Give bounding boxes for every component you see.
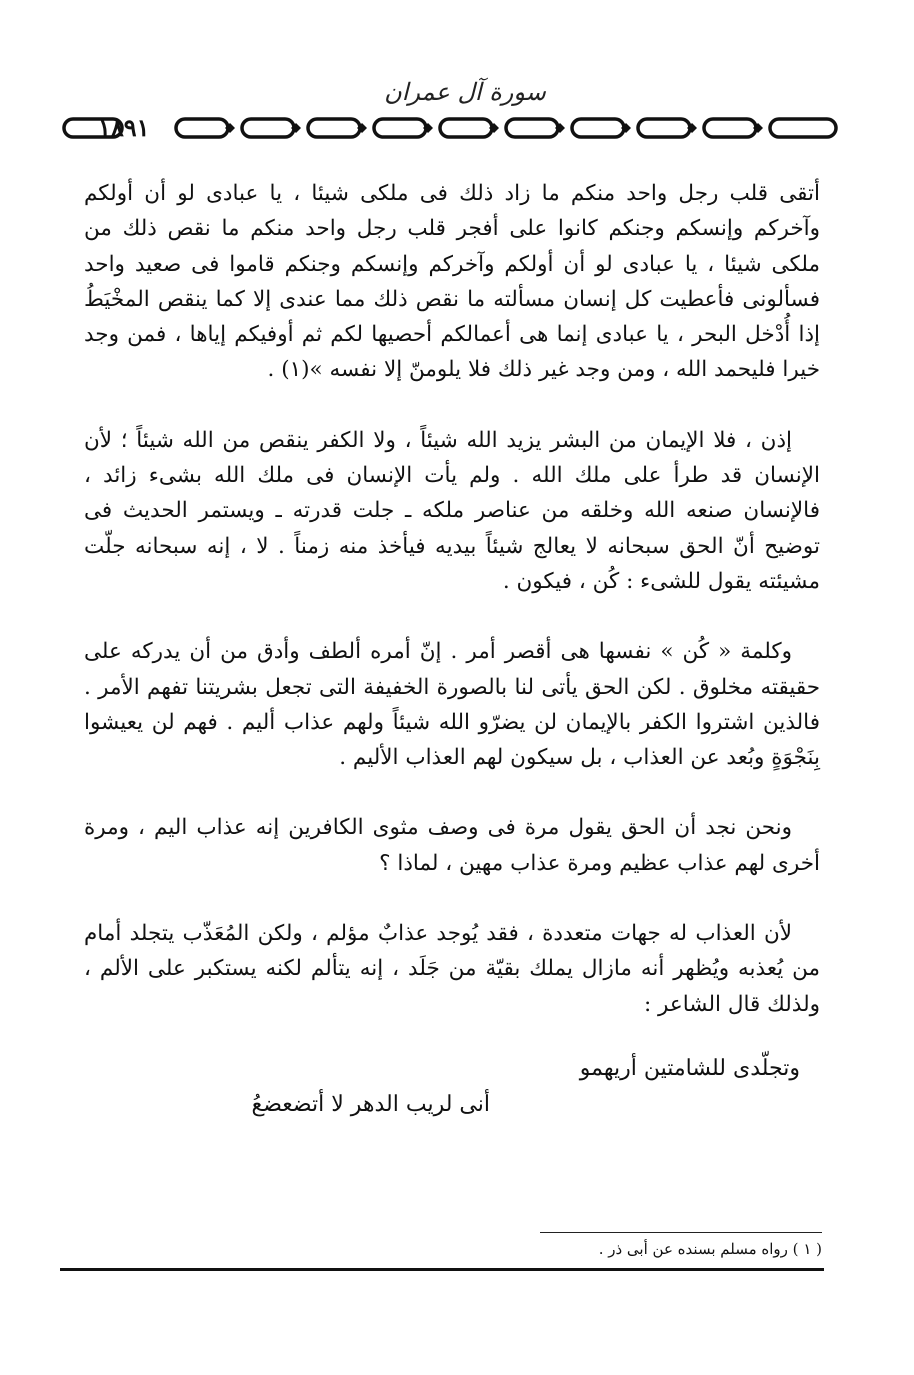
page-number: ١٨٩١: [98, 113, 150, 142]
main-text: [84, 176, 820, 1136]
paragraph-5: لأن العذاب له جهات متعددة ، فقد يُوجد عذابٌ مؤلم ، ولكن المُعَذّب يتجلد أمام من يُعذبه ويُظهر أنه مازال يملك بقيّة من جَلَد ، إنه يتألم لكنه يستكبر على الألم ، ولذلك قال الشاعر :: [84, 921, 820, 1017]
verse-line-2-text: أنى لريب الدهر لا أتضعضعُ: [251, 1091, 490, 1117]
surah-title: سورة آل عمران: [384, 78, 546, 106]
paragraph-3: وكلمة « كُن » نفسها هى أقصر أمر . إنّ أمره ألطف وأدق من أن يدركه على حقيقته مخلوق . لكن الحق يأتى لنا بالصورة الخفيفة التى تجعل بشريتنا تفهم الأمر . فالذين اشتروا الكفر بالإيمان لن يضرّو الله شيئاً ولهم عذاب أليم . فهم لن يعيشوا بِنَجْوَةٍ وبُعد عن العذاب ، بل سيكون لهم العذاب الأليم .: [84, 639, 820, 771]
footnote-separator: [540, 1232, 822, 1233]
footnote: ( ١ ) رواه مسلم بسنده عن أبى ذر .: [598, 1240, 822, 1258]
poetry-verse: [84, 1056, 820, 1136]
footer-rule: [60, 1268, 824, 1271]
paragraph-2: إذن ، فلا الإيمان من البشر يزيد الله شيئاً ، ولا الكفر ينقص من الله شيئاً ؛ لأن الإنسان قد طرأ على ملك الله . ولم يأت الإنسان فى ملك الله بشىء زائد ، فالإنسان صنعه الله وخلقه من عناصر ملكه ـ جلت قدرته ـ ويستمر الحديث فى توضيح أنّ الحق سبحانه لا يعالج شيئاً بيديه فيأخذ منه زمناً . لا ، إنه سبحانه جلّت مشيئته يقول للشىء : كُن ، فيكون .: [84, 427, 820, 594]
paragraph-4: ونحن نجد أن الحق يقول مرة فى وصف مثوى الكافرين إنه عذاب اليم ، ومرة أخرى لهم عذاب عظيم ومرة عذاب مهين ، لماذا ؟: [84, 815, 820, 876]
verse-line-1-text: وتجلّدى للشامتين أريهمو: [579, 1055, 800, 1081]
paragraph-1: أتقى قلب رجل واحد منكم ما زاد ذلك فى ملكى شيئا ، يا عبادى لو أن أولكم وآخركم وإنسكم وجنكم كانوا على أفجر قلب رجل واحد منكم ما نقص ذلك من ملكى شيئا ، يا عبادى لو أن أولكم وآخركم وإنسكم وجنكم قاموا فى صعيد واحد فسألونى فأعطيت كل إنسان مسألته ما نقص ذلك مما عندى إلا كما ينقص المخْيَطُ إذا أُدْخل البحر ، يا عبادى إنما هى أعمالكم أحصيها لكم ثم أوفيكم إياها ، فمن وجد خيرا فليحمد الله ، ومن وجد غير ذلك فلا يلومنّ إلا نفسه »(١) .: [84, 181, 820, 383]
ornamental-header-border: [62, 112, 842, 144]
